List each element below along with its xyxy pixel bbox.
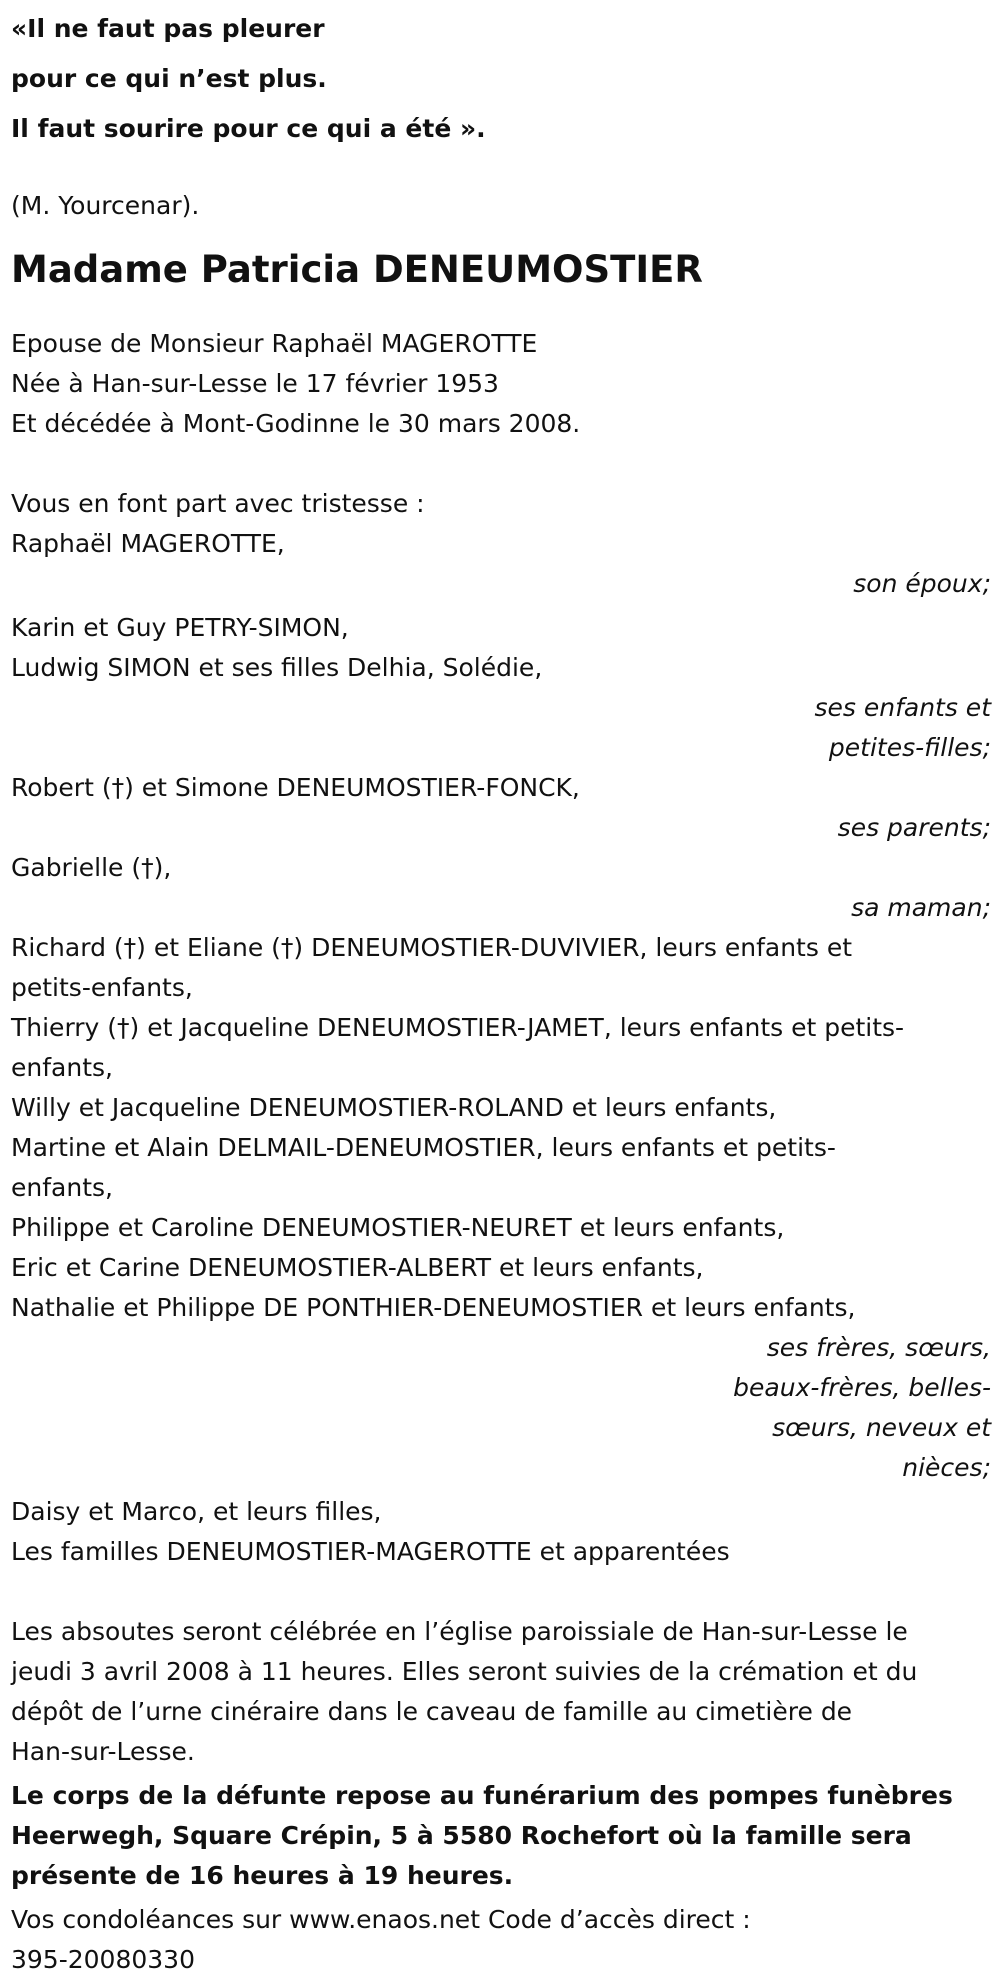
siblings-role [11,1328,991,1488]
siblings-line: Eric et Carine DENEUMOSTIER-ALBERT et leurs enfants, [11,1253,704,1282]
siblings-role-line: ses frères, sœurs, [766,1333,991,1362]
parents-line: Robert (†) et Simone DENEUMOSTIER-FONCK, [11,773,580,802]
family-announcement [11,484,991,1572]
condolences-block [11,1900,991,1980]
ceremony-line: Les absoutes seront célébrée en l’église paroissiale de Han-sur-Lesse le [11,1617,908,1646]
quote-line-3: Il faut sourire pour ce qui a été ». [11,114,486,143]
ceremony-details [11,1612,991,1772]
death-line: Et décédée à Mont-Godinne le 30 mars 2008. [11,409,581,438]
siblings-line: Thierry (†) et Jacqueline DENEUMOSTIER-JAMET, leurs enfants et petits- [11,1013,905,1042]
siblings-list [11,928,991,1328]
funeral-home-line: présente de 16 heures à 19 heures. [11,1861,514,1890]
siblings-role-line: beaux-frères, belles- [733,1373,991,1402]
children-line-2: Ludwig SIMON et ses filles Delhia, Solédie, [11,653,543,682]
deceased-details [11,324,991,444]
spouse-line: Epouse de Monsieur Raphaël MAGEROTTE [11,329,538,358]
others-line-1: Daisy et Marco, et leurs filles, [11,1497,382,1526]
siblings-line: petits-enfants, [11,973,193,1002]
announcement-intro: Vous en font part avec tristesse : [11,489,425,518]
funeral-home-line: Le corps de la défunte repose au funérarium des pompes funèbres [11,1781,953,1810]
siblings-line: Philippe et Caroline DENEUMOSTIER-NEURET et leurs enfants, [11,1213,785,1242]
siblings-role-line: sœurs, neveux et [772,1413,991,1442]
quote-line-2: pour ce qui n’est plus. [11,64,327,93]
siblings-line: Willy et Jacqueline DENEUMOSTIER-ROLAND et leurs enfants, [11,1093,777,1122]
siblings-role-line: nièces; [902,1453,991,1482]
obituary-document [11,4,991,1980]
children-role-2: petites-filles; [828,733,991,762]
children-role-1: ses enfants et [814,693,991,722]
ceremony-line: jeudi 3 avril 2008 à 11 heures. Elles seront suivies de la crémation et du [11,1657,918,1686]
ceremony-line: dépôt de l’urne cinéraire dans le caveau de famille au cimetière de [11,1697,853,1726]
siblings-line: enfants, [11,1053,113,1082]
quote-line-1: «Il ne faut pas pleurer [11,14,325,43]
ceremony-line: Han-sur-Lesse. [11,1737,195,1766]
parents-role: ses parents; [837,813,991,842]
siblings-line: Martine et Alain DELMAIL-DENEUMOSTIER, leurs enfants et petits- [11,1133,836,1162]
husband-name: Raphaël MAGEROTTE, [11,529,285,558]
quote-block [11,4,991,226]
children-line-1: Karin et Guy PETRY-SIMON, [11,613,349,642]
funeral-home-notice [11,1776,991,1896]
access-code: 395-20080330 [11,1945,195,1974]
others-line-2: Les familles DENEUMOSTIER-MAGEROTTE et apparentées [11,1537,730,1566]
mother-role: sa maman; [851,893,991,922]
deceased-name: Madame Patricia DENEUMOSTIER [11,248,703,291]
funeral-home-line: Heerwegh, Square Crépin, 5 à 5580 Rochefort où la famille sera [11,1821,912,1850]
husband-role: son époux; [853,569,991,598]
siblings-line: Nathalie et Philippe DE PONTHIER-DENEUMOSTIER et leurs enfants, [11,1293,856,1322]
birth-line: Née à Han-sur-Lesse le 17 février 1953 [11,369,499,398]
mother-line: Gabrielle (†), [11,853,172,882]
quote-author: (M. Yourcenar). [11,191,200,220]
condolences-line: Vos condoléances sur www.enaos.net Code d’accès direct : [11,1905,751,1934]
siblings-line: enfants, [11,1173,113,1202]
siblings-line: Richard (†) et Eliane (†) DENEUMOSTIER-DUVIVIER, leurs enfants et [11,933,853,962]
